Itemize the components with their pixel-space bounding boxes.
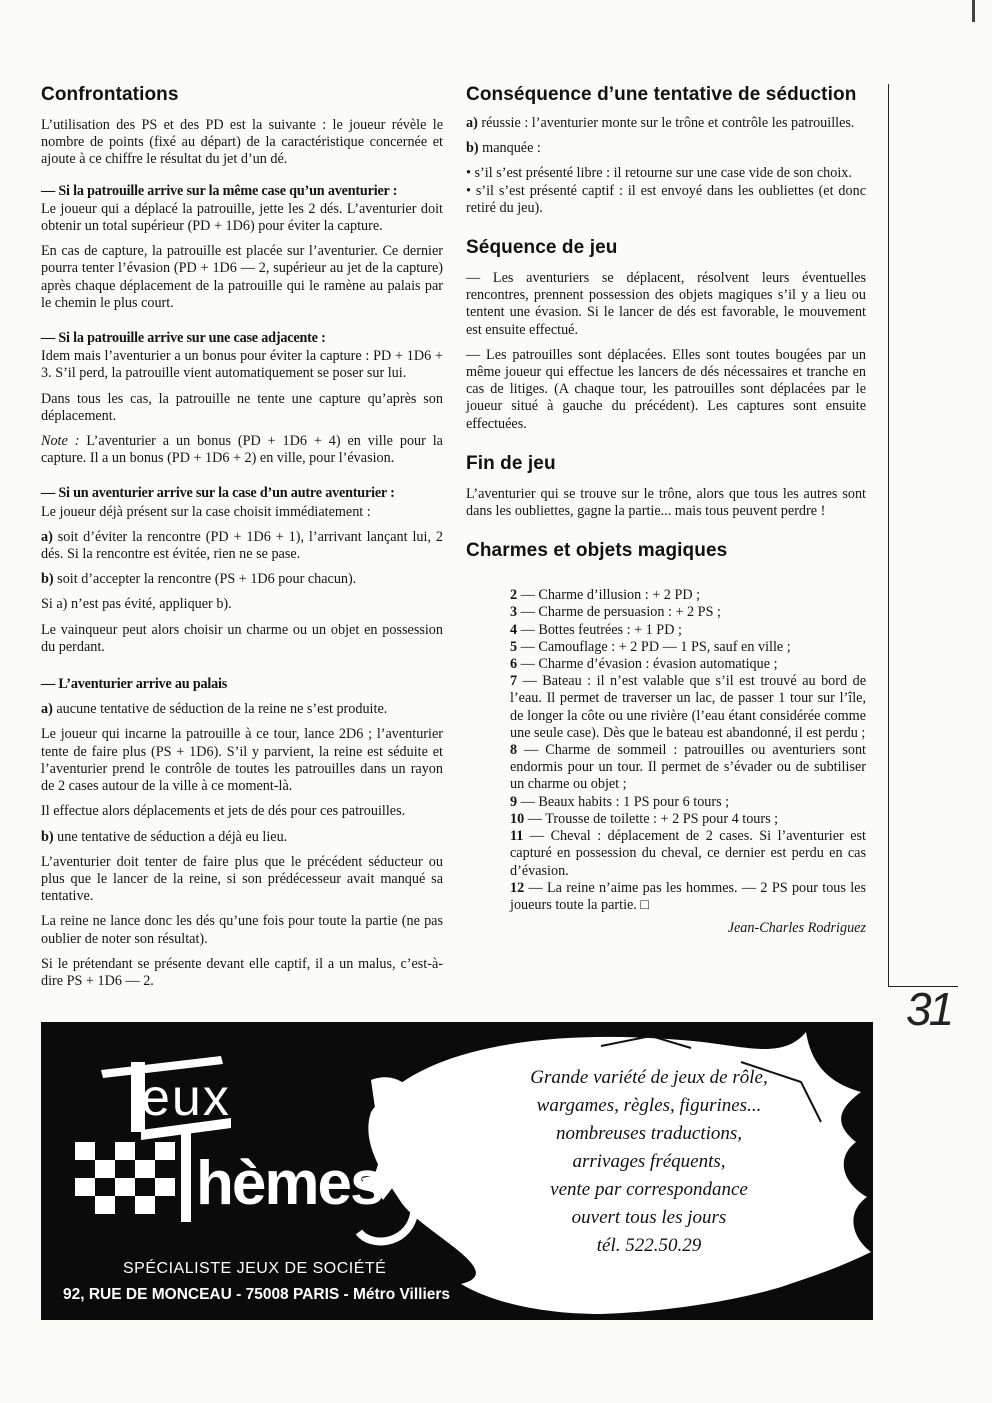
list-item: [510, 742, 866, 794]
item-number: 4: [510, 621, 518, 638]
checkered-flag-icon: [75, 1142, 175, 1214]
text-a: aucune tentative de séduction de la reine ne s’est produite.: [52, 701, 388, 718]
label-b: b): [41, 828, 54, 845]
list-item: [510, 673, 866, 742]
paragraph: Le joueur qui incarne la patrouille à ce tour, lance 2D6 ; l’aventurier tente de faire plus (PS + 1D6). S’il y parvient, la reine est séduite et l’aventurier prend le contrôle de toutes les patrouilles dans un rayon de 2 cases autour de la ville à ce moment-là.: [41, 726, 443, 795]
paragraph: [41, 701, 443, 718]
item-text: — Cheval : déplacement de 2 cases. Si l’aventurier est capturé en possession du cheval, ce dernier est perdu en cas d’évasion.: [510, 828, 866, 879]
section-title-sequence: Séquence de jeu: [466, 237, 618, 259]
list-item: [510, 794, 866, 811]
list-item: [510, 828, 866, 880]
advertisement: [41, 1022, 873, 1320]
ad-script-line: vente par correspondance: [550, 1179, 748, 1200]
paragraph: L’utilisation des PS et des PD est la suivante : le joueur révèle le nombre de points (fixé au départ) de la caractéristique concernée et ajoute à ce chiffre le résultat du jet d’un dé.: [41, 117, 443, 168]
paragraph: Il effectue alors déplacements et jets de dés pour ces patrouilles.: [41, 803, 406, 820]
item-number: 10: [510, 810, 525, 827]
item-number: 12: [510, 879, 525, 896]
bullet-item: [466, 165, 866, 182]
list-item: [510, 604, 866, 621]
ad-address: 92, RUE DE MONCEAU - 75008 PARIS - Métro Villiers: [63, 1286, 451, 1303]
note-paragraph: [41, 433, 443, 467]
item-number: 11: [510, 828, 524, 845]
item-number: 6: [510, 656, 518, 673]
paragraph: — Les patrouilles sont déplacées. Elles sont toutes bougées par un même joueur qui effectue les lancers de dés nécessaires et tranche en cas de litiges. (A chaque tour, les patrouilles sont déplacées par le joueur situé à gauche du précédent). Les captures sont ensuite effectuées.: [466, 346, 866, 432]
item-text: — Bateau : il n’est valable que s’il est trouvé au bord de l’eau. Il permet de traverser un lac, de passer 1 tour sur l’île, de longer la côte ou une rivière (l’eau étant considérée comme une seule case). Dès que le bateau est abandonné, il est perdu ;: [510, 673, 866, 741]
paragraph: [41, 529, 443, 563]
item-text: — La reine n’aime pas les hommes. — 2 PS pour tous les joueurs toute la partie. □: [510, 879, 866, 913]
corner-mark: [972, 0, 975, 22]
bullet-text: s’il s’est présenté captif : il est envoyé dans les oubliettes (et donc retiré du jeu).: [466, 182, 866, 216]
ad-script-line: wargames, règles, figurines...: [536, 1095, 762, 1116]
subheading: — L’aventurier arrive au palais: [41, 676, 228, 693]
list-item: [510, 880, 866, 914]
label-a: a): [41, 701, 53, 718]
item-number: 2: [510, 587, 518, 604]
text-b: soit d’accepter la rencontre (PS + 1D6 pour chacun).: [53, 571, 357, 588]
paragraph: Le joueur déjà présent sur la case choisit immédiatement :: [41, 503, 371, 520]
list-item: [510, 587, 866, 604]
bullet-icon: •: [466, 182, 476, 199]
ad-script-line: nombreuses traductions,: [555, 1123, 743, 1144]
item-text: — Charme de sommeil : patrouilles ou aventuriers sont endormis pour un tour. Il permet de s’évader ou de subtiliser un charme ou objet ;: [510, 742, 866, 793]
paragraph: [41, 829, 443, 846]
paragraph: Le vainqueur peut alors choisir un charme ou un objet en possession du perdant.: [41, 621, 443, 655]
paragraph: [466, 115, 866, 132]
item-text: — Charme d’illusion : + 2 PD ;: [517, 587, 701, 604]
paragraph: L’aventurier qui se trouve sur le trône, alors que tous les autres sont dans les oubliettes, gagne la partie... mais tous peuvent perdre !: [466, 485, 866, 520]
item-number: 3: [510, 604, 518, 621]
ad-script-line: ouvert tous les jours: [571, 1207, 727, 1228]
section-title-fin: Fin de jeu: [466, 452, 556, 474]
paragraph: [41, 571, 443, 588]
author: Jean-Charles Rodriguez: [727, 920, 866, 937]
note-label: Note :: [41, 433, 80, 450]
label-b: b): [41, 571, 54, 588]
section-title-charmes: Charmes et objets magiques: [466, 540, 728, 562]
paragraph: En cas de capture, la patrouille est placée sur l’aventurier. Ce dernier pourra tenter l’évasion (PD + 1D6 — 2, supérieur au jet de la capture) après chaque déplacement de la patrouille qui le ramène au palais par le chemin le plus court.: [41, 243, 443, 311]
list-item: [510, 811, 866, 828]
text-b: une tentative de séduction a déjà eu lieu.: [53, 828, 288, 845]
paragraph: Idem mais l’aventurier a un bonus pour éviter la capture : PD + 1D6 + 3. S’il perd, la patrouille vient automatiquement se poser sur lui.: [41, 348, 443, 382]
paragraph: Si le prétendant se présente devant elle captif, il a un malus, c’est-à-dire PS + 1D6 — 2.: [41, 955, 443, 989]
item-text: — Camouflage : + 2 PD — 1 PS, sauf en ville ;: [517, 638, 791, 655]
ad-tagline: SPÉCIALISTE JEUX DE SOCIÉTÉ: [123, 1260, 387, 1277]
item-number: 5: [510, 638, 518, 655]
vertical-rule: [888, 84, 889, 986]
items-list: [466, 587, 866, 914]
paragraph: [466, 140, 866, 157]
note-text: L’aventurier a un bonus (PD + 1D6 + 4) en ville pour la capture. Il a un bonus (PD + 1D6 + 2) en ville, pour l’évasion.: [41, 433, 443, 467]
label-a: a): [466, 115, 478, 131]
page-number: 31: [906, 983, 952, 1035]
label-b: b): [466, 140, 479, 157]
left-column: [41, 84, 443, 998]
paragraph: La reine ne lance donc les dés qu’une fois pour toute la partie (ne pas oublier de noter son résultat).: [41, 913, 443, 947]
ad-script-line: tél. 522.50.29: [596, 1235, 702, 1256]
paragraph: Le joueur qui a déplacé la patrouille, jette les 2 dés. L’aventurier doit obtenir un total supérieur (PD + 1D6) pour éviter la capture.: [41, 200, 443, 235]
section-title-confrontations: Confrontations: [41, 84, 179, 105]
item-text: — Bottes feutrées : + 1 PD ;: [517, 621, 682, 638]
text-a: soit d’éviter la rencontre (PD + 1D6 + 1), l’arrivant lançant lui, 2 dés. Si la rencontre est évitée, rien ne se pase.: [41, 528, 443, 563]
item-number: 7: [510, 673, 518, 690]
bullet-text: s’il s’est présenté libre : il retourne sur une case vide de son choix.: [474, 165, 852, 182]
list-item: [510, 656, 866, 673]
item-number: 8: [510, 742, 518, 759]
logo-t-stem: [181, 1130, 191, 1222]
item-text: — Beaux habits : 1 PS pour 6 tours ;: [517, 793, 730, 810]
section-title-consequence: Conséquence d’une tentative de séduction: [466, 84, 857, 105]
bullet-icon: •: [466, 165, 475, 182]
item-number: 9: [510, 793, 518, 810]
item-text: — Trousse de toilette : + 2 PS pour 4 tours ;: [524, 810, 779, 827]
ad-script-line: Grande variété de jeux de rôle,: [530, 1067, 768, 1088]
item-text: — Charme de persuasion : + 2 PS ;: [517, 604, 721, 621]
paragraph: Si a) n’est pas évité, appliquer b).: [41, 596, 232, 613]
label-a: a): [41, 528, 53, 545]
paragraph: L’aventurier doit tenter de faire plus que le précédent séducteur ou plus que le lancer de la reine, si son prédécesseur avait manqué sa tentative.: [41, 853, 443, 905]
list-item: [510, 622, 866, 639]
paragraph: Dans tous les cas, la patrouille ne tente une capture qu’après son déplacement.: [41, 390, 443, 424]
text-a: réussie : l’aventurier monte sur le trône et contrôle les patrouilles.: [477, 115, 855, 131]
ad-script-text: [459, 1064, 839, 1260]
right-column: [466, 84, 866, 945]
text-b: manquée :: [478, 140, 541, 157]
logo-text-top: eux: [141, 1069, 231, 1127]
logo-text-bottom: hèmes: [196, 1149, 383, 1218]
bullet-item: [466, 183, 866, 217]
subheading: — Si la patrouille arrive sur une case adjacente :: [41, 330, 326, 347]
item-text: — Charme d’évasion : évasion automatique ;: [517, 656, 778, 673]
ad-script-line: arrivages fréquents,: [572, 1151, 726, 1172]
subheading: — Si un aventurier arrive sur la case d’un autre aventurier :: [41, 485, 395, 502]
paragraph: — Les aventuriers se déplacent, résolvent leurs éventuelles rencontres, prennent possession des objets magiques s’il y a lieu ou tentent une évasion. Si le lancer de dés est favorable, le mouvement est ensuite effectué.: [466, 270, 866, 338]
subheading: — Si la patrouille arrive sur la même case qu’un aventurier :: [41, 182, 398, 199]
list-item: [510, 639, 866, 656]
